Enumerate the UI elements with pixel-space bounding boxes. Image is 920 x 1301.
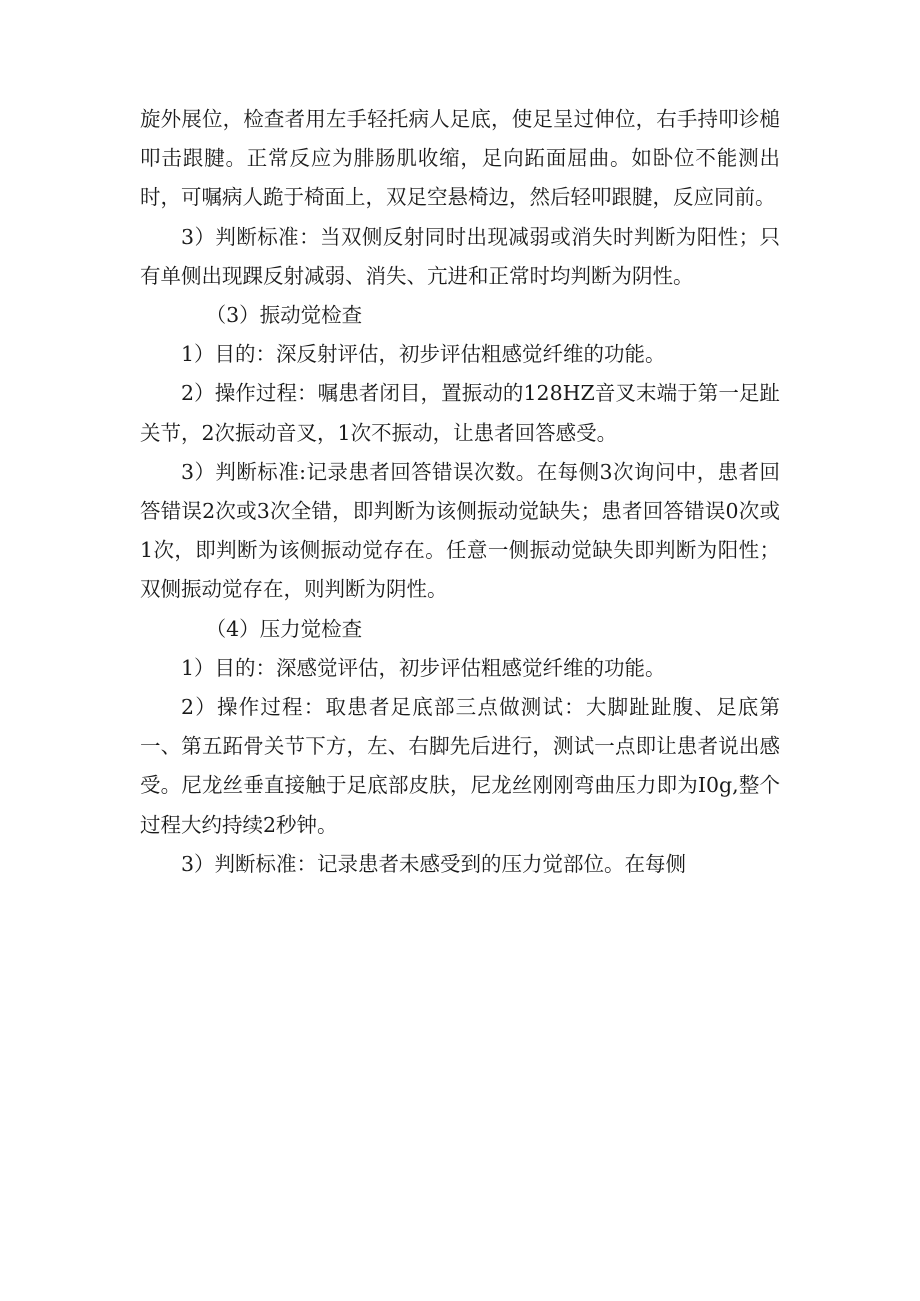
paragraph-vibration-purpose: 1）目的：深反射评估，初步评估粗感觉纤维的功能。 [181,342,666,367]
paragraph-vibration-procedure: 2）操作过程：嘱患者闭目，置振动的128HZ音叉末端于第一足趾关节，2次振动音叉，1次不振动，让患者回答感受。 [140,381,780,445]
document-page [140,100,780,884]
section-heading-pressure: （4）压力觉检查 [205,616,363,641]
paragraph-pressure-procedure: 2）操作过程：取患者足底部三点做测试：大脚趾趾腹、足底第一、第五跖骨关节下方，左、右脚先后进行，测试一点即让患者说出感受。尼龙丝垂直接触于足底部皮肤，尼龙丝刚刚弯曲压力即为I0g,整个过程大约持续2秒钟。 [140,695,780,837]
paragraph-vibration-criteria: 3）判断标准:记录患者回答错误次数。在每侧3次询问中，患者回答错误2次或3次全错，即判断为该侧振动觉缺失；患者回答错误0次或1次，即判断为该侧振动觉存在。任意一侧振动觉缺失即判断为阳性；双侧振动觉存在，则判断为阴性。 [140,459,780,602]
paragraph-ankle-reflex-criteria: 3）判断标准：当双侧反射同时出现减弱或消失时判断为阳性；只有单侧出现踝反射减弱、消失、亢进和正常时均判断为阴性。 [140,224,780,288]
paragraph-pressure-purpose: 1）目的：深感觉评估，初步评估粗感觉纤维的功能。 [181,655,666,680]
paragraph-ankle-reflex-procedure: 旋外展位，检查者用左手轻托病人足底，使足呈过伸位，右手持叩诊槌叩击跟腱。正常反应为腓肠肌收缩，足向跖面屈曲。如卧位不能测出时，可嘱病人跪于椅面上，双足空悬椅边，然后轻叩跟腱，反应同前。 [140,107,780,210]
section-heading-vibration: （3）振动觉检查 [205,303,363,328]
paragraph-pressure-criteria: 3）判断标准：记录患者未感受到的压力觉部位。在每侧 [181,851,687,876]
